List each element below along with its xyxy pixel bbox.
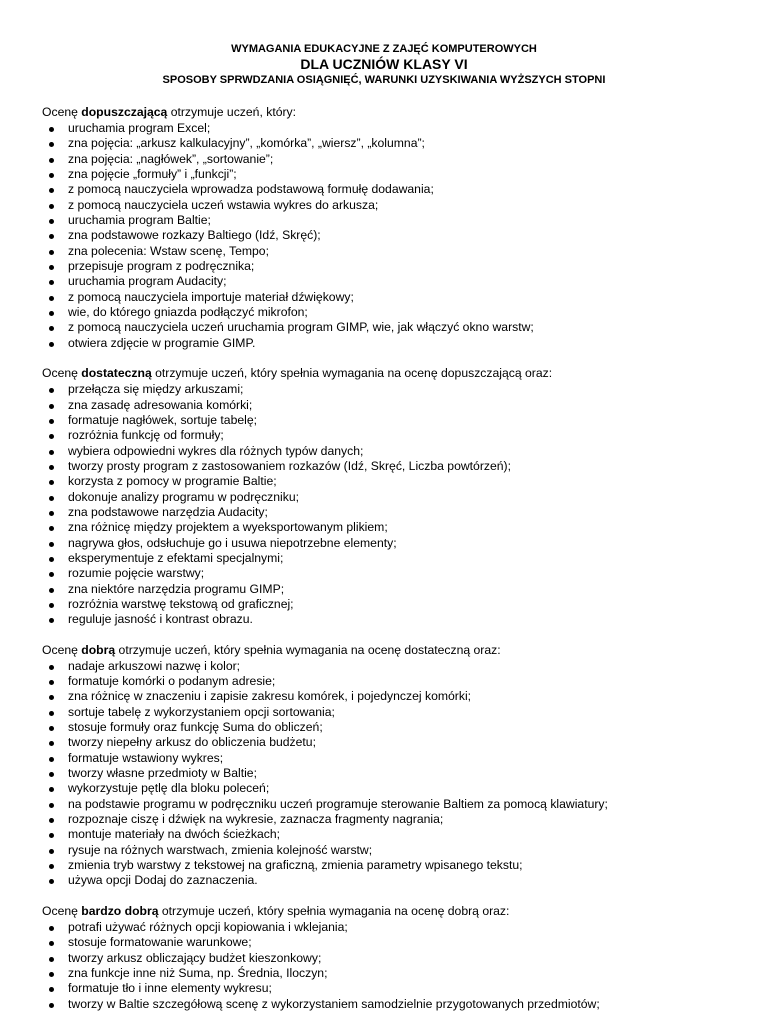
requirement-item: montuje materiały na dwóch ścieżkach;: [68, 827, 748, 842]
requirement-item: tworzy prosty program z zastosowaniem rozkazów (Idź, Skręć, Liczba powtórzeń);: [68, 459, 748, 474]
grade-intro-prefix: Ocenę: [42, 366, 82, 381]
requirement-item: zna zasadę adresowania komórki;: [68, 398, 748, 413]
requirement-item: zna funkcje inne niż Suma, np. Średnia, Iloczyn;: [68, 966, 748, 981]
grade-intro: [42, 366, 748, 381]
requirement-item: nadaje arkuszowi nazwę i kolor;: [68, 659, 748, 674]
requirement-item: zna pojęcia: „arkusz kalkulacyjny”, „komórka”, „wiersz”, „kolumna”;: [68, 136, 748, 151]
grade-name: dobrą: [81, 642, 116, 657]
requirement-item: zna podstawowe rozkazy Baltiego (Idź, Skręć);: [68, 228, 748, 243]
requirement-item: na podstawie programu w podręczniku uczeń programuje sterowanie Baltiem za pomocą klawiatury;: [68, 797, 748, 812]
header-title-line-1: WYMAGANIA EDUKACYJNE Z ZAJĘĆ KOMPUTEROWYCH: [231, 43, 537, 55]
requirement-item: uruchamia program Baltie;: [68, 213, 748, 228]
requirement-item: wie, do którego gniazda podłączyć mikrofon;: [68, 305, 748, 320]
header-title-line-2: DLA UCZNIÓW KLASY VI: [300, 56, 468, 72]
requirement-list: [42, 659, 748, 889]
grade-name: dopuszczającą: [81, 105, 168, 119]
grade-intro-suffix: otrzymuje uczeń, który:: [167, 105, 297, 119]
requirement-item: uruchamia program Audacity;: [68, 274, 748, 289]
requirement-item: zna pojęcie „formuły” i „funkcji”;: [68, 167, 748, 182]
requirement-list: [42, 382, 748, 628]
requirements-content: [42, 105, 748, 1012]
requirement-item: używa opcji Dodaj do zaznaczenia.: [68, 873, 748, 888]
grade-section-dostateczna: [42, 366, 748, 628]
requirement-item: potrafi używać różnych opcji kopiowania i wklejania;: [68, 920, 748, 935]
grade-intro-prefix: Ocenę: [42, 642, 82, 657]
requirement-item: tworzy w Baltie szczegółową scenę z wykorzystaniem samodzielnie przygotowanych przedmiotów;: [68, 997, 748, 1012]
grade-intro-suffix: otrzymuje uczeń, który spełnia wymagania na ocenę dopuszczającą oraz:: [151, 366, 553, 381]
requirement-item: rozróżnia funkcję od formuły;: [68, 428, 748, 443]
requirement-item: reguluje jasność i kontrast obrazu.: [68, 612, 748, 627]
requirement-item: rozróżnia warstwę tekstową od graficznej;: [68, 597, 748, 612]
requirement-item: formatuje komórki o podanym adresie;: [68, 674, 748, 689]
requirement-item: rysuje na różnych warstwach, zmienia kolejność warstw;: [68, 843, 748, 858]
requirement-item: otwiera zdjęcie w programie GIMP.: [68, 336, 748, 351]
requirement-item: sortuje tabelę z wykorzystaniem opcji sortowania;: [68, 705, 748, 720]
grade-section-dobra: [42, 643, 748, 889]
requirement-item: formatuje tło i inne elementy wykresu;: [68, 981, 748, 996]
grade-intro-suffix: otrzymuje uczeń, który spełnia wymagania na ocenę dobrą oraz:: [158, 903, 510, 918]
requirement-item: uruchamia program Excel;: [68, 121, 748, 136]
requirement-item: eksperymentuje z efektami specjalnymi;: [68, 551, 748, 566]
grade-intro: [42, 904, 748, 919]
requirement-item: tworzy niepełny arkusz do obliczenia budżetu;: [68, 735, 748, 750]
requirement-item: rozpoznaje ciszę i dźwięk na wykresie, zaznacza fragmenty nagrania;: [68, 812, 748, 827]
requirement-list: [42, 121, 748, 351]
requirement-item: z pomocą nauczyciela uczeń uruchamia program GIMP, wie, jak włączyć okno warstw;: [68, 320, 748, 335]
requirement-item: z pomocą nauczyciela uczeń wstawia wykres do arkusza;: [68, 198, 748, 213]
requirement-item: tworzy arkusz obliczający budżet kieszonkowy;: [68, 951, 748, 966]
requirement-item: zna różnicę między projektem a wyeksportowanym plikiem;: [68, 520, 748, 535]
requirement-item: wybiera odpowiedni wykres dla różnych typów danych;: [68, 444, 748, 459]
requirement-item: rozumie pojęcie warstwy;: [68, 566, 748, 581]
requirement-item: tworzy własne przedmioty w Baltie;: [68, 766, 748, 781]
requirement-item: przełącza się między arkuszami;: [68, 382, 748, 397]
requirement-item: z pomocą nauczyciela wprowadza podstawową formułę dodawania;: [68, 182, 748, 197]
requirement-item: formatuje nagłówek, sortuje tabelę;: [68, 413, 748, 428]
requirement-item: stosuje formatowanie warunkowe;: [68, 935, 748, 950]
grade-section-dopuszczajaca: [42, 105, 748, 351]
document-header: [0, 42, 768, 88]
requirement-item: przepisuje program z podręcznika;: [68, 259, 748, 274]
grade-name: bardzo dobrą: [81, 903, 159, 918]
requirement-item: z pomocą nauczyciela importuje materiał dźwiękowy;: [68, 290, 748, 305]
grade-intro: [42, 105, 748, 120]
requirement-item: korzysta z pomocy w programie Baltie;: [68, 474, 748, 489]
requirement-item: zmienia tryb warstwy z tekstowej na graficzną, zmienia parametry wpisanego tekstu;: [68, 858, 748, 873]
requirement-item: zna podstawowe narzędzia Audacity;: [68, 505, 748, 520]
header-title-line-3: SPOSOBY SPRWDZANIA OSIĄGNIĘĆ, WARUNKI UZYSKIWANIA WYŻSZYCH STOPNI: [162, 74, 606, 86]
requirement-item: zna pojęcia: „nagłówek”, „sortowanie”;: [68, 152, 748, 167]
requirement-item: dokonuje analizy programu w podręczniku;: [68, 490, 748, 505]
requirement-item: zna polecenia: Wstaw scenę, Tempo;: [68, 244, 748, 259]
grade-name: dostateczną: [81, 366, 152, 381]
requirement-item: zna niektóre narzędzia programu GIMP;: [68, 582, 748, 597]
grade-intro-suffix: otrzymuje uczeń, który spełnia wymagania na ocenę dostateczną oraz:: [115, 642, 501, 657]
grade-section-bardzo-dobra: [42, 904, 748, 1012]
requirement-item: zna różnicę w znaczeniu i zapisie zakresu komórek, i pojedynczej komórki;: [68, 689, 748, 704]
grade-intro-prefix: Ocenę: [42, 903, 82, 918]
requirement-item: formatuje wstawiony wykres;: [68, 751, 748, 766]
requirement-item: nagrywa głos, odsłuchuje go i usuwa niepotrzebne elementy;: [68, 536, 748, 551]
grade-intro-prefix: Ocenę: [42, 105, 82, 119]
requirement-list: [42, 920, 748, 1012]
grade-intro: [42, 643, 748, 658]
requirement-item: wykorzystuje pętlę dla bloku poleceń;: [68, 781, 748, 796]
requirement-item: stosuje formuły oraz funkcję Suma do obliczeń;: [68, 720, 748, 735]
